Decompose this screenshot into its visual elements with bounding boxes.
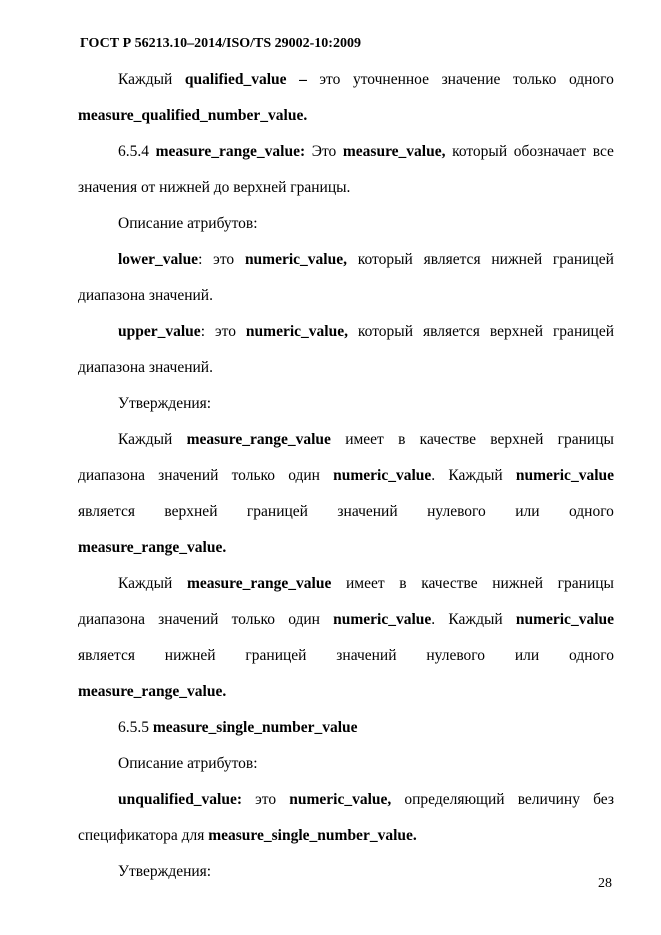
paragraph-line: диапазона значений. (78, 287, 213, 304)
word: значений (158, 611, 219, 628)
word: это (213, 251, 235, 268)
word: это (319, 71, 341, 88)
word: нулевого (426, 647, 486, 664)
word: только (231, 611, 276, 628)
word: границы (557, 431, 614, 448)
word: который (357, 251, 413, 268)
paragraph-line (118, 574, 614, 594)
word: является (423, 251, 481, 268)
word: Это (311, 143, 337, 160)
paragraph-line: Описание атрибутов: (118, 215, 258, 232)
term: numeric_value, (289, 791, 392, 808)
word: верхней (489, 323, 543, 340)
term: numeric_value (515, 611, 614, 628)
word: уточненное (352, 71, 429, 88)
term: numeric_value, (245, 323, 348, 340)
punctuation: . (431, 467, 436, 484)
section-heading-line (118, 142, 614, 162)
word: нулевого (427, 503, 486, 520)
word: границей (245, 647, 307, 664)
paragraph-line (118, 322, 614, 342)
word: является (78, 503, 135, 520)
word: определяющий (404, 791, 505, 808)
word: значение (441, 71, 501, 88)
word: нижней (164, 647, 216, 664)
word: значений (336, 647, 397, 664)
paragraph-line (78, 646, 614, 666)
term: measure_range_value (186, 431, 331, 448)
paragraph-line: Утверждения: (118, 863, 212, 880)
word: значений (158, 467, 219, 484)
punctuation: : (200, 323, 205, 340)
section-title: measure_single_number_value (152, 719, 358, 736)
word: диапазона (78, 611, 145, 628)
word: значений (337, 503, 398, 520)
term: upper_value (118, 323, 201, 340)
word: все (592, 143, 614, 160)
term: measure_range_value. (78, 539, 227, 556)
word: величину (517, 791, 580, 808)
paragraph-line (78, 466, 614, 486)
term: qualified_value (184, 71, 287, 88)
word: Каждый (118, 575, 173, 592)
word: Каждый (448, 611, 503, 628)
word: который (452, 143, 508, 160)
word: только (231, 467, 276, 484)
word: диапазона (78, 467, 145, 484)
term: measure_range_value. (78, 683, 227, 700)
word: качестве (419, 431, 477, 448)
word: обозначает (513, 143, 587, 160)
word: нижней (491, 251, 543, 268)
word: Каждый (448, 467, 503, 484)
word: без (593, 791, 614, 808)
paragraph-line (78, 682, 614, 702)
word: нижней (492, 575, 544, 592)
word: один (288, 611, 320, 628)
paragraph-line (118, 790, 614, 810)
term: measure_value, (342, 143, 446, 160)
word: в (399, 575, 407, 592)
term: numeric_value (333, 611, 432, 628)
word: или (515, 503, 540, 520)
section-number: 6.5.4 (118, 143, 149, 160)
paragraph-line (78, 106, 614, 126)
word: который (357, 323, 413, 340)
word: границы (557, 575, 614, 592)
word: или (514, 647, 540, 664)
word: верхней (490, 431, 544, 448)
section-number: 6.5.5 (118, 719, 149, 736)
word: Каждый (118, 71, 173, 88)
paragraph-line: значения от нижней до верхней границы. (78, 179, 351, 196)
word: границей (246, 503, 308, 520)
paragraph-line: Утверждения: (118, 395, 212, 412)
word: Каждый (118, 431, 173, 448)
punctuation: . (431, 611, 436, 628)
word: границей (552, 251, 614, 268)
term: measure_qualified_number_value. (78, 107, 308, 124)
paragraph-line: диапазона значений. (78, 359, 213, 376)
dash: – (299, 71, 307, 88)
term: measure_range_value (186, 575, 332, 592)
section-heading-line (118, 718, 614, 738)
word: в (398, 431, 406, 448)
term: unqualified_value: (118, 791, 243, 808)
word: имеет (345, 575, 385, 592)
word: одного (568, 503, 614, 520)
term: measure_single_number_value. (208, 827, 417, 844)
term: lower_value (118, 251, 199, 268)
word: является (422, 323, 480, 340)
term: numeric_value, (244, 251, 347, 268)
punctuation: : (198, 251, 203, 268)
term: measure_range_value: (155, 143, 306, 160)
word: только (512, 71, 557, 88)
word: один (288, 467, 320, 484)
paragraph-line: Описание атрибутов: (118, 755, 258, 772)
word: качестве (421, 575, 478, 592)
page-number: 28 (598, 876, 612, 891)
paragraph-line (78, 502, 614, 522)
word: одного (569, 647, 614, 664)
document-header: ГОСТ Р 56213.10–2014/ISO/TS 29002-10:2009 (80, 36, 361, 51)
word: одного (568, 71, 614, 88)
word: это (214, 323, 236, 340)
word: спецификатора для (78, 827, 209, 844)
paragraph-line (118, 70, 614, 90)
word: это (255, 791, 277, 808)
term: numeric_value (515, 467, 614, 484)
paragraph-line (78, 826, 614, 846)
word: границей (552, 323, 614, 340)
word: верхней (164, 503, 218, 520)
paragraph-line (118, 250, 614, 270)
word: является (78, 647, 135, 664)
word: имеет (345, 431, 384, 448)
paragraph-line (118, 430, 614, 450)
paragraph-line (78, 538, 614, 558)
term: numeric_value (333, 467, 432, 484)
paragraph-line (78, 610, 614, 630)
